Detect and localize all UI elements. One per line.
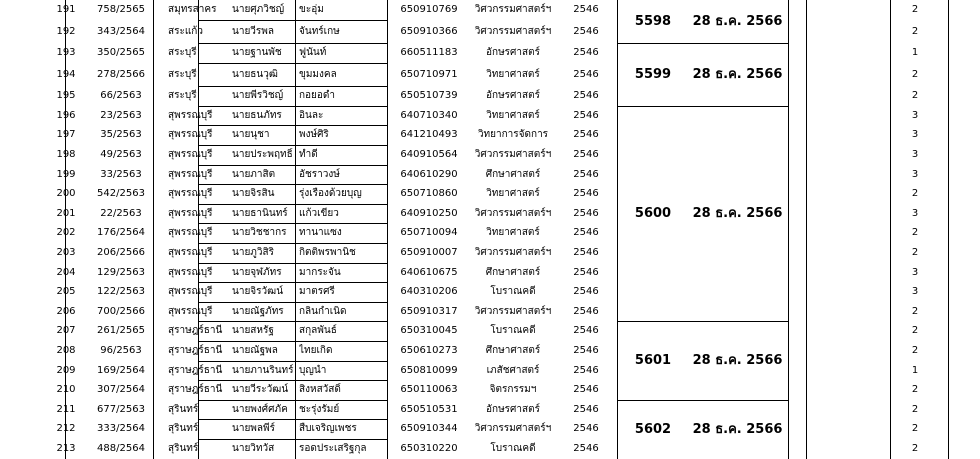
row-year: 2546 [573, 4, 599, 15]
row-student-id: 650910769 [400, 4, 458, 15]
row-province: สุราษฎร์ธานี [168, 325, 223, 336]
row-divider [198, 145, 295, 146]
row-first-name: นายวิชชากร [232, 227, 287, 238]
column-divider [806, 0, 807, 459]
row-divider [806, 43, 890, 44]
row-count: 3 [911, 168, 919, 180]
row-surname: บุญนำ [299, 364, 327, 376]
row-divider [806, 263, 890, 264]
row-code: 350/2565 [97, 47, 145, 58]
row-surname: กอยอดำ [299, 90, 336, 101]
row-student-id: 640710340 [400, 109, 458, 121]
row-year: 2546 [573, 345, 599, 356]
row-province: สุพรรณบุรี [168, 286, 213, 297]
row-count: 2 [911, 4, 919, 15]
row-number: 205 [56, 286, 76, 297]
row-count: 3 [911, 149, 919, 160]
row-surname: อินละ [299, 109, 324, 121]
row-year: 2546 [573, 247, 599, 258]
row-divider [198, 20, 295, 21]
row-province: สุราษฎร์ธานี [168, 384, 223, 395]
row-divider [198, 282, 295, 283]
row-divider [198, 302, 295, 303]
row-student-id: 650710094 [400, 227, 458, 238]
row-divider [806, 63, 890, 64]
row-year: 2546 [573, 207, 599, 219]
row-province: สระแก้ว [168, 25, 203, 37]
row-student-id: 640910564 [400, 149, 458, 160]
row-divider [198, 165, 295, 166]
row-divider [295, 302, 387, 303]
row-divider [295, 400, 387, 401]
row-code: 35/2563 [100, 129, 142, 140]
row-surname: กิตติพรพานิช [299, 247, 356, 258]
row-first-name: นายธนภัทร [232, 109, 282, 121]
row-number: 202 [56, 227, 76, 238]
row-divider [295, 380, 387, 381]
row-surname: สืบเจริญเพชร [299, 423, 357, 434]
row-year: 2546 [573, 47, 599, 58]
row-code: 488/2564 [97, 443, 145, 454]
row-count: 2 [911, 90, 919, 101]
row-province: สุราษฎร์ธานี [168, 345, 223, 356]
row-number: 210 [56, 384, 76, 395]
row-student-id: 660511183 [400, 47, 458, 58]
row-year: 2546 [573, 266, 599, 278]
row-faculty: จิตรกรรมฯ [489, 384, 537, 395]
row-year: 2546 [573, 25, 599, 37]
row-province: สุพรรณบุรี [168, 305, 213, 317]
row-first-name: นายภานรินทร์ [232, 364, 294, 376]
row-code: 33/2563 [100, 168, 142, 180]
row-province: สุพรรณบุรี [168, 109, 213, 121]
row-surname: มาตรศรี [299, 286, 335, 297]
row-faculty: อักษรศาสตร์ [486, 90, 540, 101]
row-student-id: 650510739 [400, 90, 458, 101]
row-faculty: ศึกษาศาสตร์ [485, 345, 541, 356]
row-surname: ขะอุ่ม [299, 4, 324, 15]
row-count: 2 [911, 68, 919, 80]
row-year: 2546 [573, 364, 599, 376]
row-student-id: 650510531 [400, 403, 458, 415]
row-first-name: นายจิรสิน [232, 188, 275, 199]
row-code: 700/2566 [97, 305, 145, 317]
row-divider [295, 439, 387, 440]
row-number: 208 [56, 345, 76, 356]
row-divider [198, 361, 295, 362]
row-divider [198, 400, 295, 401]
row-faculty: วิศวกรรมศาสตร์ฯ [474, 4, 552, 15]
row-count: 2 [911, 403, 919, 415]
row-number: 199 [56, 168, 76, 180]
row-surname: รุ่งเรืองด้วยบุญ [299, 188, 362, 199]
row-province: สุรินทร์ [168, 403, 199, 415]
column-divider [617, 0, 618, 459]
row-surname: กลิ่นกำเนิด [299, 305, 347, 317]
row-code: 343/2564 [97, 25, 145, 37]
row-province: สุพรรณบุรี [168, 188, 213, 199]
row-divider [806, 243, 890, 244]
row-number: 213 [56, 443, 76, 454]
row-faculty: วิศวกรรมศาสตร์ฯ [474, 25, 552, 37]
row-count: 1 [911, 47, 919, 58]
row-surname: มากระจัน [299, 266, 341, 278]
row-student-id: 640610675 [400, 266, 458, 278]
row-divider [806, 361, 890, 362]
row-count: 2 [911, 345, 919, 356]
row-code: 49/2563 [100, 149, 142, 160]
row-divider [198, 106, 295, 107]
row-divider [806, 125, 890, 126]
row-divider [198, 184, 295, 185]
row-number: 203 [56, 247, 76, 258]
row-number: 212 [56, 423, 76, 434]
row-divider [198, 43, 295, 44]
row-surname: ทานาแซง [299, 227, 342, 238]
group-number: 5600 [634, 205, 672, 221]
row-province: สุพรรณบุรี [168, 168, 213, 180]
row-divider [806, 106, 890, 107]
row-faculty: วิทยาการจัดการ [477, 129, 549, 140]
row-count: 2 [911, 325, 919, 336]
row-divider [806, 282, 890, 283]
row-number: 200 [56, 188, 76, 199]
row-divider [295, 145, 387, 146]
row-year: 2546 [573, 403, 599, 415]
row-faculty: ศึกษาศาสตร์ [485, 168, 541, 180]
group-number: 5601 [634, 352, 672, 368]
row-number: 191 [56, 4, 76, 15]
row-province: สุพรรณบุรี [168, 149, 213, 160]
row-number: 209 [56, 364, 76, 376]
row-first-name: นายวิทวัส [232, 443, 275, 454]
group-date: 28 ธ.ค. 2566 [692, 352, 783, 368]
row-divider [806, 184, 890, 185]
row-student-id: 650310220 [400, 443, 458, 454]
row-first-name: นายนุชา [232, 129, 270, 140]
row-faculty: วิศวกรรมศาสตร์ฯ [474, 149, 552, 160]
row-surname: จันทร์เกษ [299, 25, 340, 37]
group-number: 5602 [634, 421, 672, 437]
row-first-name: นายภูวิสิริ [232, 247, 274, 258]
row-faculty: โบราณคดี [490, 286, 536, 297]
row-first-name: นายภาสิต [232, 168, 276, 180]
row-count: 3 [911, 207, 919, 219]
row-divider [295, 86, 387, 87]
row-year: 2546 [573, 90, 599, 101]
row-divider [198, 125, 295, 126]
row-student-id: 650310045 [400, 325, 458, 336]
group-date: 28 ธ.ค. 2566 [692, 66, 783, 82]
row-divider [295, 165, 387, 166]
row-divider [806, 419, 890, 420]
row-faculty: วิศวกรรมศาสตร์ฯ [474, 207, 552, 219]
row-first-name: นายจุฬภัทร [232, 266, 282, 278]
row-province: สุพรรณบุรี [168, 207, 213, 219]
row-year: 2546 [573, 188, 599, 199]
row-number: 207 [56, 325, 76, 336]
row-divider [198, 86, 295, 87]
row-divider [295, 125, 387, 126]
row-divider [806, 321, 890, 322]
column-divider [788, 0, 789, 459]
row-student-id: 640910250 [400, 207, 458, 219]
row-count: 2 [911, 188, 919, 199]
row-count: 3 [911, 129, 919, 140]
row-code: 22/2563 [100, 207, 142, 219]
row-count: 2 [911, 247, 919, 258]
row-divider [295, 263, 387, 264]
row-surname: ฟูนันท์ [299, 47, 327, 58]
row-number: 197 [56, 129, 76, 140]
row-first-name: นายธนวุฒิ [232, 68, 278, 80]
row-year: 2546 [573, 129, 599, 140]
row-divider [806, 341, 890, 342]
row-code: 176/2564 [97, 227, 145, 238]
group-date: 28 ธ.ค. 2566 [692, 13, 783, 29]
row-divider [295, 361, 387, 362]
row-divider [806, 380, 890, 381]
row-divider [295, 20, 387, 21]
row-number: 192 [56, 25, 76, 37]
row-first-name: นายพงศ์ศภัค [232, 403, 288, 415]
row-year: 2546 [573, 384, 599, 395]
row-divider [295, 223, 387, 224]
row-divider [295, 204, 387, 205]
row-divider [198, 341, 295, 342]
row-divider [806, 400, 890, 401]
row-first-name: นายณัฐพล [232, 345, 278, 356]
row-student-id: 650710860 [400, 188, 458, 199]
row-surname: อัชราวงษ์ [299, 168, 340, 180]
row-divider [198, 243, 295, 244]
row-divider [806, 145, 890, 146]
row-year: 2546 [573, 325, 599, 336]
row-count: 2 [911, 384, 919, 395]
row-year: 2546 [573, 423, 599, 434]
row-code: 542/2563 [97, 188, 145, 199]
group-date: 28 ธ.ค. 2566 [692, 205, 783, 221]
row-faculty: อักษรศาสตร์ [486, 403, 540, 415]
row-divider [198, 439, 295, 440]
row-province: สุพรรณบุรี [168, 129, 213, 140]
column-divider [153, 0, 154, 459]
row-year: 2546 [573, 286, 599, 297]
row-first-name: นายฐานพัช [232, 47, 282, 58]
row-province: สุพรรณบุรี [168, 247, 213, 258]
group-divider [617, 321, 788, 322]
row-count: 2 [911, 423, 919, 434]
row-faculty: อักษรศาสตร์ [486, 47, 540, 58]
row-province: สุพรรณบุรี [168, 266, 213, 278]
row-number: 195 [56, 90, 76, 101]
row-count: 3 [911, 109, 919, 121]
row-divider [198, 321, 295, 322]
row-code: 96/2563 [100, 345, 142, 356]
row-code: 278/2566 [97, 68, 145, 80]
row-surname: สกุลพันธ์ [299, 325, 337, 336]
row-code: 23/2563 [100, 109, 142, 121]
row-surname: พงษ์ศิริ [299, 129, 329, 140]
row-year: 2546 [573, 305, 599, 317]
row-divider [806, 165, 890, 166]
row-divider [806, 20, 890, 21]
row-count: 2 [911, 443, 919, 454]
row-first-name: นายสหรัฐ [232, 325, 274, 336]
row-code: 677/2563 [97, 403, 145, 415]
row-divider [295, 341, 387, 342]
row-faculty: ศึกษาศาสตร์ [485, 266, 541, 278]
row-surname: ทำดี [299, 149, 318, 160]
row-divider [198, 223, 295, 224]
row-student-id: 650110063 [400, 384, 458, 395]
row-year: 2546 [573, 68, 599, 80]
row-divider [198, 204, 295, 205]
group-number: 5598 [634, 13, 672, 29]
row-divider [295, 63, 387, 64]
row-province: สมุทรสาคร [168, 4, 217, 15]
row-student-id: 641210493 [400, 129, 458, 140]
row-year: 2546 [573, 227, 599, 238]
row-number: 201 [56, 207, 76, 219]
row-year: 2546 [573, 109, 599, 121]
row-student-id: 650910007 [400, 247, 458, 258]
row-surname: ไทยเกิด [299, 345, 333, 356]
row-number: 193 [56, 47, 76, 58]
row-first-name: นายธานินทร์ [232, 207, 288, 219]
row-province: สุรินทร์ [168, 443, 199, 454]
row-code: 307/2564 [97, 384, 145, 395]
row-code: 66/2563 [100, 90, 142, 101]
row-student-id: 650910344 [400, 423, 458, 434]
row-faculty: วิทยาศาสตร์ [486, 68, 540, 80]
row-code: 333/2564 [97, 423, 145, 434]
row-divider [806, 439, 890, 440]
row-first-name: นายพลพีร์ [232, 423, 275, 434]
row-count: 1 [911, 364, 919, 376]
row-number: 204 [56, 266, 76, 278]
row-province: สุรินทร์ [168, 423, 199, 434]
group-divider [617, 43, 788, 44]
group-divider [617, 106, 788, 107]
row-count: 2 [911, 25, 919, 37]
row-first-name: นายพีรวิชญ์ [232, 90, 284, 101]
row-count: 2 [911, 227, 919, 238]
group-divider [617, 400, 788, 401]
row-first-name: นายวีรพล [232, 25, 275, 37]
row-count: 3 [911, 286, 919, 297]
row-faculty: วิศวกรรมศาสตร์ฯ [474, 423, 552, 434]
row-number: 198 [56, 149, 76, 160]
row-student-id: 640610290 [400, 168, 458, 180]
row-surname: แก้วเขียว [299, 207, 339, 219]
row-student-id: 640310206 [400, 286, 458, 297]
column-divider [948, 0, 949, 459]
row-province: สุราษฎร์ธานี [168, 364, 223, 376]
row-code: 758/2565 [97, 4, 145, 15]
row-faculty: วิทยาศาสตร์ [486, 227, 540, 238]
group-date: 28 ธ.ค. 2566 [692, 421, 783, 437]
row-first-name: นายณัฐภัทร [232, 305, 284, 317]
row-year: 2546 [573, 443, 599, 454]
row-student-id: 650710971 [400, 68, 458, 80]
row-surname: ขุมมงคล [299, 68, 337, 80]
row-first-name: นายจิรวัฒน์ [232, 286, 284, 297]
row-student-id: 650910317 [400, 305, 458, 317]
row-code: 122/2563 [97, 286, 145, 297]
row-student-id: 650910366 [400, 25, 458, 37]
row-divider [198, 419, 295, 420]
row-year: 2546 [573, 168, 599, 180]
row-code: 206/2566 [97, 247, 145, 258]
row-divider [295, 106, 387, 107]
row-faculty: โบราณคดี [490, 325, 536, 336]
row-faculty: เภสัชศาสตร์ [486, 364, 540, 376]
row-divider [806, 223, 890, 224]
row-divider [295, 419, 387, 420]
row-province: สุพรรณบุรี [168, 227, 213, 238]
row-divider [198, 380, 295, 381]
row-divider [295, 282, 387, 283]
row-faculty: วิทยาศาสตร์ [486, 109, 540, 121]
row-faculty: วิศวกรรมศาสตร์ฯ [474, 247, 552, 258]
row-divider [295, 184, 387, 185]
row-first-name: นายวีระวัฒน์ [232, 384, 289, 395]
row-number: 196 [56, 109, 76, 121]
row-surname: สิงหสวัสดิ์ [299, 384, 341, 395]
row-code: 129/2563 [97, 266, 145, 278]
row-faculty: วิศวกรรมศาสตร์ฯ [474, 305, 552, 317]
row-first-name: นายประพฤทธิ์ [232, 149, 293, 160]
row-divider [295, 43, 387, 44]
row-divider [806, 86, 890, 87]
row-faculty: โบราณคดี [490, 443, 536, 454]
row-divider [198, 263, 295, 264]
row-code: 169/2564 [97, 364, 145, 376]
row-code: 261/2565 [97, 325, 145, 336]
row-number: 211 [56, 403, 76, 415]
row-divider [198, 63, 295, 64]
row-divider [295, 321, 387, 322]
row-province: สระบุรี [168, 68, 197, 80]
row-number: 194 [56, 68, 76, 80]
row-divider [806, 302, 890, 303]
row-year: 2546 [573, 149, 599, 160]
row-student-id: 650610273 [400, 345, 458, 356]
row-province: สระบุรี [168, 90, 197, 101]
row-first-name: นายศุภวิชญ์ [232, 4, 285, 15]
row-surname: ชะรุ่งรัมย์ [299, 403, 340, 415]
row-faculty: วิทยาศาสตร์ [486, 188, 540, 199]
row-divider [295, 243, 387, 244]
row-surname: รอดประเสริฐกุล [299, 443, 367, 454]
group-number: 5599 [634, 66, 672, 82]
row-number: 206 [56, 305, 76, 317]
row-divider [806, 204, 890, 205]
row-student-id: 650810099 [400, 364, 458, 376]
row-count: 2 [911, 305, 919, 317]
row-province: สระบุรี [168, 47, 197, 58]
row-count: 3 [911, 266, 919, 278]
